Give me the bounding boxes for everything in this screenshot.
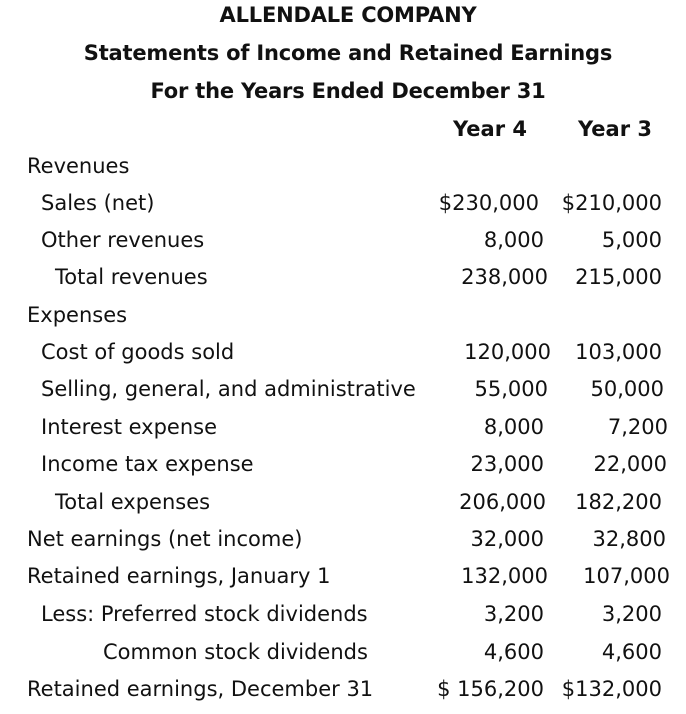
row-label: Income tax expense xyxy=(41,452,254,476)
year-4-value: 32,000 xyxy=(470,527,544,551)
row-revenues-heading xyxy=(0,154,686,191)
year-3-value: 5,000 xyxy=(601,228,662,252)
year-4-value: 4,600 xyxy=(483,640,544,664)
row-retained-earnings-january xyxy=(0,564,686,601)
row-expenses-heading xyxy=(0,303,686,340)
statement-title: Statements of Income and Retained Earnings xyxy=(83,41,613,65)
row-retained-earnings-december xyxy=(0,677,686,714)
row-total-revenues xyxy=(0,265,686,302)
year-3-value: 22,000 xyxy=(593,452,667,476)
row-label: Other revenues xyxy=(41,228,205,252)
row-label: Selling, general, and administrative xyxy=(41,377,416,401)
year-3-value: 7,200 xyxy=(607,415,668,439)
year-3-value: 50,000 xyxy=(590,377,664,401)
row-label: Cost of goods sold xyxy=(41,340,235,364)
column-header-year-3: Year 3 xyxy=(578,117,652,141)
year-4-value: 8,000 xyxy=(483,415,544,439)
year-4-value: 23,000 xyxy=(470,452,544,476)
column-header-year-4: Year 4 xyxy=(453,117,527,141)
year-4-value: 8,000 xyxy=(483,228,544,252)
row-interest-expense xyxy=(0,415,686,452)
row-label: Sales (net) xyxy=(41,191,155,215)
year-4-value: 132,000 xyxy=(461,564,548,588)
row-preferred-stock-dividends xyxy=(0,602,686,639)
year-4-value: 55,000 xyxy=(474,377,548,401)
year-4-value: 120,000 xyxy=(464,340,551,364)
row-label: Interest expense xyxy=(41,415,217,439)
row-label: Total expenses xyxy=(55,490,211,514)
row-label: Net earnings (net income) xyxy=(27,527,303,551)
row-label: Total revenues xyxy=(55,265,208,289)
year-3-value: 215,000 xyxy=(575,265,662,289)
row-net-earnings xyxy=(0,527,686,564)
row-income-tax-expense xyxy=(0,452,686,489)
row-label: Revenues xyxy=(27,154,130,178)
year-4-value: 206,000 xyxy=(459,490,546,514)
year-3-value: 182,200 xyxy=(575,490,662,514)
row-cost-of-goods-sold xyxy=(0,340,686,377)
row-total-expenses xyxy=(0,490,686,527)
year-3-value: 107,000 xyxy=(583,564,670,588)
row-other-revenues xyxy=(0,228,686,265)
row-label: Expenses xyxy=(27,303,128,327)
year-3-value: 32,800 xyxy=(592,527,666,551)
row-label: Retained earnings, December 31 xyxy=(27,677,374,701)
year-3-value: 4,600 xyxy=(601,640,662,664)
row-sales-net xyxy=(0,191,686,228)
year-3-value: $210,000 xyxy=(561,191,662,215)
year-3-value: 3,200 xyxy=(601,602,662,626)
row-label: Retained earnings, January 1 xyxy=(27,564,331,588)
row-selling-general-administrative xyxy=(0,377,686,414)
year-3-value: $132,000 xyxy=(561,677,662,701)
year-4-value: $230,000 xyxy=(438,191,539,215)
row-label: Common stock dividends xyxy=(103,640,368,664)
row-common-stock-dividends xyxy=(0,640,686,677)
year-4-value: $ 156,200 xyxy=(437,677,544,701)
year-4-value: 3,200 xyxy=(483,602,544,626)
company-name: ALLENDALE COMPANY xyxy=(219,3,477,27)
year-3-value: 103,000 xyxy=(575,340,662,364)
statement-period: For the Years Ended December 31 xyxy=(150,79,546,103)
year-4-value: 238,000 xyxy=(461,265,548,289)
row-label: Less: Preferred stock dividends xyxy=(41,602,368,626)
